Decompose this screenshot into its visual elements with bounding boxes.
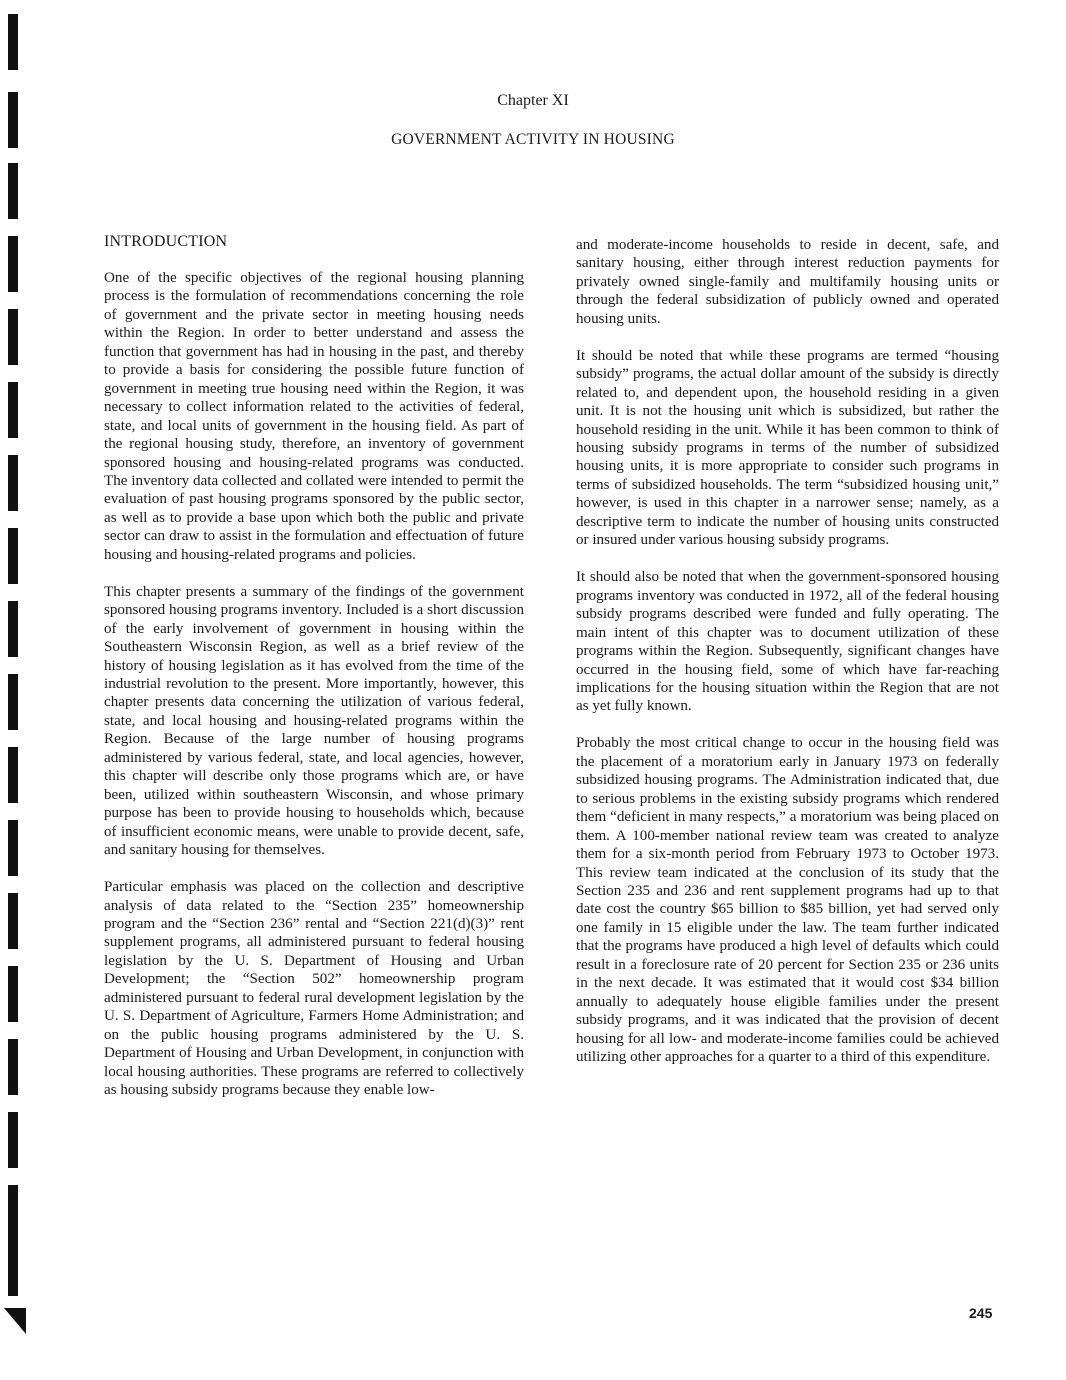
paragraph: Particular emphasis was placed on the collection and descriptive analysis of data related to the “Section 235” homeownership program and the “Section 236” rental and “Section 221(d)(3)” rent supplement programs, all administered pursuant to federal housing legislation by the U. S. Department of Housing and Urban Development; the “Section 502” homeownership program administered pursuant to federal rural development legislation by the U. S. Department of Agriculture, Farmers Home Administration; and on the public housing programs administered by the U. S. Department of Housing and Urban Development, in conjunction with local housing authorities. These programs are referred to collectively as housing subsidy programs because they enable low- [104, 879, 524, 1099]
binding-mark [8, 1240, 18, 1296]
paragraph: One of the specific objectives of the regional housing planning process is the formulation of recommendations concerning the role of government and the private sector in meeting housing needs within the Region. In order to better understand and assess the function that government has had in housing in the past, and thereby to provide a basis for considering the possible future function of government in meeting true housing need within the Region, it was necessary to collect information related to the activities of federal, state, and local units of government in the housing field. As part of the regional housing study, therefore, an inventory of government sponsored housing and housing-related programs was conducted. The inventory data collected and collated were intended to permit the evaluation of past housing programs sponsored by the public sector, as well as to provide a base upon which both the public and private sector can draw to assist in the formulation and effectuation of future housing and housing-related programs and policies. [104, 270, 524, 563]
binding-mark [8, 382, 18, 438]
chapter-title: GOVERNMENT ACTIVITY IN HOUSING [391, 131, 675, 148]
binding-mark [8, 820, 18, 876]
section-heading: INTRODUCTION [104, 233, 228, 250]
binding-mark [8, 455, 18, 511]
binding-mark [8, 966, 18, 1022]
paragraph: Probably the most critical change to occur in the housing field was the placement of a moratorium early in January 1973 on federally subsidized housing programs. The Administration indicated that, due to serious problems in the existing subsidy programs which rendered them “deficient in many respects,” a moratorium was being placed on them. A 100-member national review team was created to analyze them for a six-month period from February 1973 to October 1973. This review team indicated at the conclusion of its study that the Section 235 and 236 and rent supplement programs had up to that date cost the country $65 billion to $85 billion, yet had served only one family in 15 eligible under the law. The team further indicated that the programs have produced a high level of defaults which could result in a foreclosure rate of 20 percent for Section 235 or 236 units in the next decade. It was estimated that it would cost $34 billion annually to adequately house eligible families under the present subsidy programs, and it was indicated that the provision of decent housing for all low- and moderate-income families could be achieved utilizing other approaches for a quarter to a third of this expenditure. [576, 735, 999, 1066]
paragraph: It should also be noted that when the government-sponsored housing programs inventory was conducted in 1972, all of the federal housing subsidy programs described were funded and fully operating. The main intent of this chapter was to document utilization of these programs within the Region. Subsequently, significant changes have occurred in the housing field, some of which have far-reaching implications for the housing situation within the Region that are not as yet fully known. [576, 569, 999, 715]
binding-mark [8, 1112, 18, 1168]
binding-mark [8, 163, 18, 219]
binding-mark [8, 1039, 18, 1095]
paragraph: This chapter presents a summary of the findings of the government sponsored housing programs inventory. Included is a short discussion of the early involvement of government in housing within the Southeastern Wisconsin Region, as well as a brief review of the history of housing legislation as it has evolved from the time of the industrial revolution to the present. More importantly, however, this chapter presents data concerning the utilization of various federal, state, and local housing and housing-related programs within the Region. Because of the large number of housing programs administered by various federal, state, and local agencies, however, this chapter will describe only those programs which are, or have been, utilized within southeastern Wisconsin, and whose primary purpose has been to provide housing to households which, because of insufficient economic means, were unable to provide decent, safe, and sanitary housing for themselves. [104, 583, 524, 859]
paragraph: and moderate-income households to reside in decent, safe, and sanitary housing, either through interest reduction payments for privately owned single-family and multifamily housing units or through the federal subsidization of publicly owned and operated housing units. [576, 237, 999, 327]
chapter-label: Chapter XI [497, 92, 569, 109]
binding-mark [8, 893, 18, 949]
binding-marks [0, 0, 30, 1380]
binding-mark [8, 528, 18, 584]
right-column [576, 236, 999, 1085]
binding-mark [8, 674, 18, 730]
binding-mark [8, 747, 18, 803]
page-number: 245 [969, 1305, 993, 1321]
binding-mark [8, 236, 18, 292]
binding-mark [8, 14, 18, 70]
binding-mark [8, 309, 18, 365]
binding-mark [8, 601, 18, 657]
corner-registration-mark [4, 1308, 26, 1334]
left-column [104, 233, 524, 1118]
binding-mark [8, 1185, 18, 1241]
paragraph: It should be noted that while these programs are termed “housing subsidy” programs, the actual dollar amount of the subsidy is directly related to, and dependent upon, the household residing in a given unit. It is not the housing unit which is subsidized, but rather the household residing in the unit. While it has been common to think of housing subsidy programs in terms of the number of subsidized housing units, it is more appropriate to consider such programs in terms of subsidized households. The term “subsidized housing unit,” however, is used in this chapter in a narrower sense; namely, as a descriptive term to indicate the number of housing units constructed or insured under various housing subsidy programs. [576, 347, 999, 549]
